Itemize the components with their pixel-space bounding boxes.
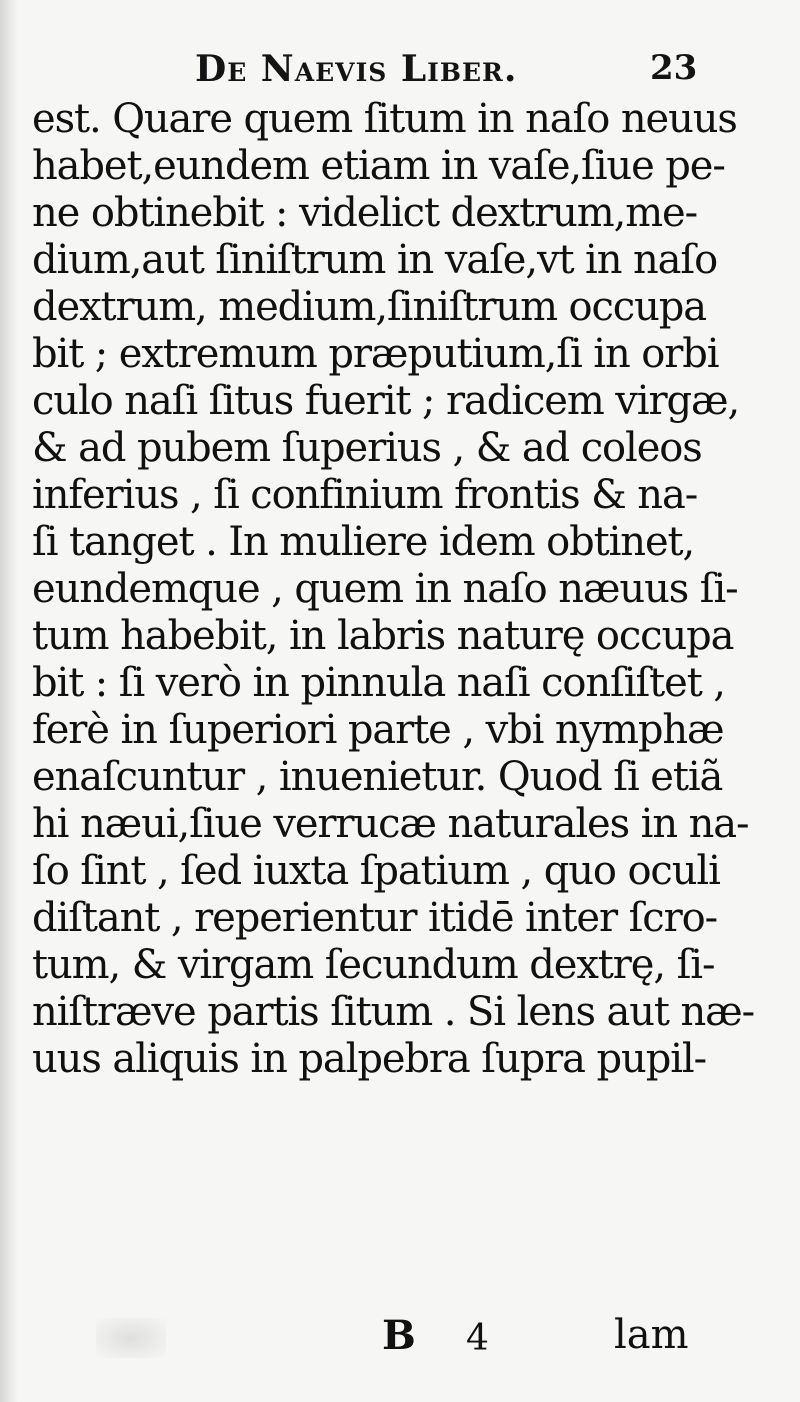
catchword: lam (614, 1312, 689, 1358)
text-line: culo naſi ſitus fuerit ; radicem virgæ, (32, 378, 740, 424)
text-line: bit ; extremum præputium,ſi in orbi (32, 331, 719, 377)
text-line: dium,aut ſiniſtrum in vaſe,vt in naſo (32, 237, 718, 283)
text-line: uus aliquis in palpebra ſupra pupil- (32, 1036, 707, 1082)
text-line: ſo ſint , ſed iuxta ſpatium , quo oculi (32, 848, 720, 894)
text-line: eundemque , quem in naſo næuus ſi- (32, 566, 738, 612)
text-line: bit : ſi verò in pinnula naſi conſiſtet , (32, 660, 725, 706)
running-title: De Naevis Liber. (195, 48, 518, 90)
text-line: habet,eundem etiam in vaſe,ſiue pe- (32, 143, 725, 189)
text-line: tum habebit, in labris naturę occupa (32, 613, 734, 659)
text-line: ſi tanget . In muliere idem obtinet, (32, 519, 695, 565)
text-line: ferè in ſuperiori parte , vbi nymphæ (32, 707, 724, 753)
signature-number: 4 (466, 1318, 489, 1359)
text-line: & ad pubem ſuperius , & ad coleos (32, 425, 702, 471)
text-line: ne obtinebit : videlict dextrum,me- (32, 190, 698, 236)
page-number: 23 (650, 48, 698, 88)
body-text (32, 96, 762, 1083)
text-line: hi næui,ſiue verrucæ naturales in na- (32, 801, 749, 847)
text-line: niſtræve partis ſitum . Si lens aut næ- (32, 989, 755, 1035)
text-line: inferius , ſi confinium frontis & na- (32, 472, 698, 518)
text-line: est. Quare quem ſitum in naſo neuus (32, 96, 737, 142)
signature-line (0, 1306, 800, 1366)
text-line: diſtant , reperientur itidē inter ſcro- (32, 895, 718, 941)
text-line: tum, & virgam ſecundum dextrę, ſi- (32, 942, 715, 988)
page-edge-shadow (0, 0, 18, 1402)
text-line: enaſcuntur , inuenietur. Quod ſi etiã (32, 754, 723, 800)
text-line: dextrum, medium,ſiniſtrum occupa (32, 284, 707, 330)
running-head (195, 40, 735, 100)
signature-mark: B (382, 1312, 416, 1359)
